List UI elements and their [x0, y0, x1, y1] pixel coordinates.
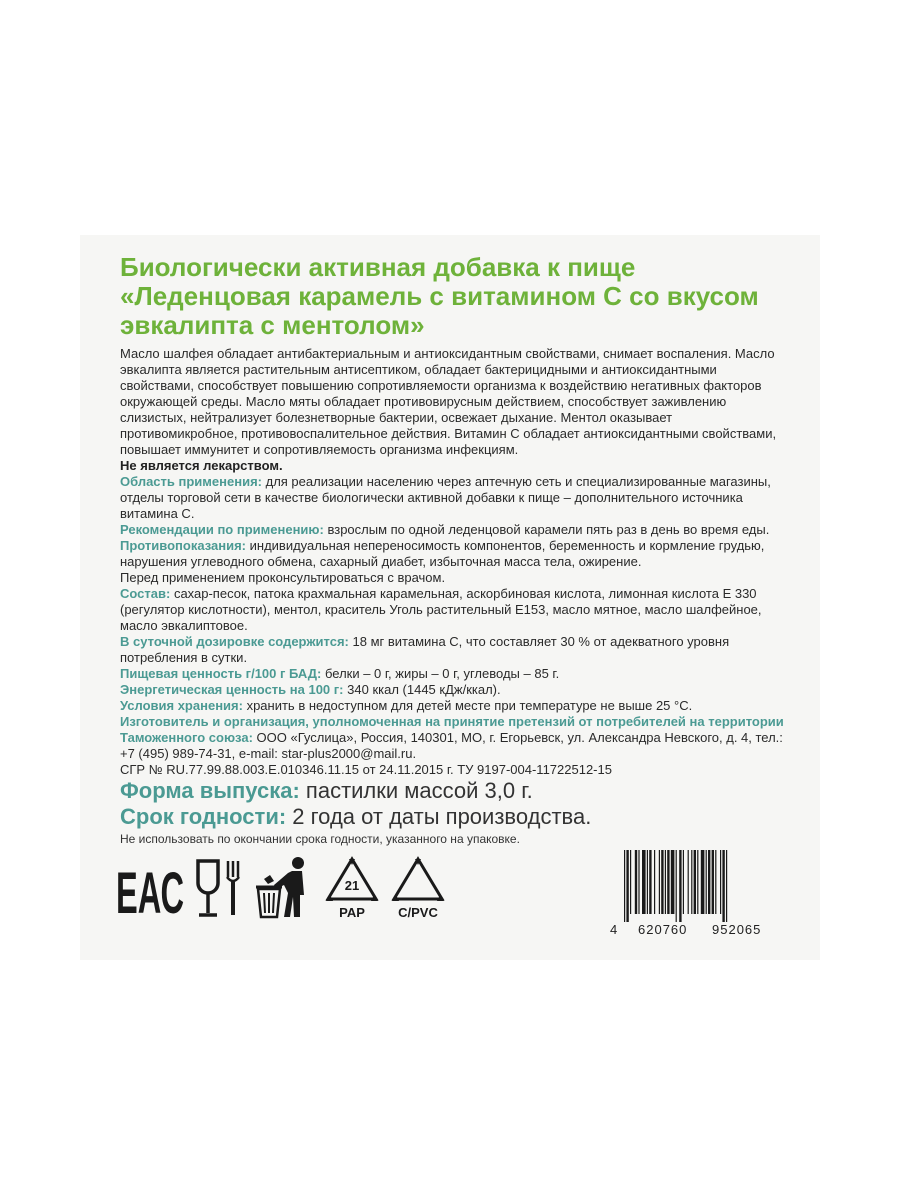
- consult-note: Перед применением проконсультироваться с врачом.: [120, 570, 446, 585]
- barcode-digits-left: 620760: [638, 922, 688, 937]
- recommendations-section: [120, 522, 790, 538]
- shelf-life-label: Срок годности:: [120, 804, 287, 829]
- barcode-bar: [624, 850, 625, 922]
- barcode-bar: [665, 850, 666, 914]
- pap-number: 21: [344, 878, 360, 893]
- storage-section: [120, 698, 790, 714]
- barcode-bar: [683, 850, 684, 914]
- barcode-bar: [638, 850, 639, 914]
- description-text: Масло шалфея обладает антибактериальным и антиоксидантным свойствами, снимает воспаления. Масло эвкалипта является растительным антисептиком, обладает бактерицидными и антиоксидантными свойствами, способствует повышению сопротивляемости организма к воздействию негативных факторов окружающей среды. Масло мяты обладает противовирусным действием, способствует заживлению слизистых, нейтрализует болезнетворные бактерии, освежает дыхание. Ментол оказывает противомикробное, противовоспалительное действия. Витамин С обладает антиоксидантными свойствами, повышает иммунитет и сопротивляемость организма инфекциям.: [120, 346, 777, 457]
- barcode-bar: [726, 850, 727, 922]
- barcode-bar: [671, 850, 675, 914]
- daily-dose-label: В суточной дозировке содержится:: [120, 634, 349, 649]
- nutrition-text: белки – 0 г, жиры – 0 г, углеводы – 85 г.: [324, 666, 560, 681]
- barcode-digits-right: 952065: [712, 922, 762, 937]
- composition-label: Состав:: [120, 586, 171, 601]
- certificate-text: СГР № RU.77.99.88.003.Е.010346.11.15 от 24.11.2015 г. ТУ 9197-004-11722512-15: [120, 762, 612, 777]
- barcode-bar: [715, 850, 716, 914]
- title-line-1: Биологически активная добавка к пище: [120, 252, 636, 282]
- eac-text: ЕАС: [116, 861, 184, 926]
- barcode-bar: [630, 850, 631, 914]
- form-label: Форма выпуска:: [120, 778, 300, 803]
- manufacturer-section: [120, 714, 790, 762]
- barcode-bar: [661, 850, 663, 914]
- barcode-bars: [610, 850, 780, 920]
- application-label: Область применения:: [120, 474, 262, 489]
- recommendations-text: взрослым по одной леденцовой карамели пять раз в день во время еды.: [327, 522, 770, 537]
- daily-dose-section: [120, 634, 790, 666]
- pap-label: PAP: [339, 905, 365, 920]
- barcode-bar: [706, 850, 707, 914]
- barcode-bar: [679, 850, 681, 922]
- barcode-bar: [676, 850, 677, 922]
- tidyman-icon: [254, 855, 314, 921]
- barcode-bar: [642, 850, 646, 914]
- recommendations-label: Рекомендации по применению:: [120, 522, 324, 537]
- pvc-label: C/PVC: [398, 905, 438, 920]
- form-text: пастилки массой 3,0 г.: [305, 778, 533, 803]
- storage-text: хранить в недоступном для детей месте при температуре не выше 25 °С.: [246, 698, 693, 713]
- product-title: [120, 253, 790, 340]
- food-contact-icon: [194, 855, 244, 921]
- shelf-life-section: [120, 804, 790, 830]
- contraindications-section: [120, 538, 790, 570]
- eac-mark-icon: [116, 855, 186, 926]
- energy-section: [120, 682, 790, 698]
- barcode-bar: [635, 850, 637, 914]
- barcode-bar: [712, 850, 714, 914]
- barcode-bar: [697, 850, 698, 914]
- contraindications-label: Противопоказания:: [120, 538, 246, 553]
- composition-text: сахар-песок, патока крахмальная карамельная, аскорбиновая кислота, лимонная кислота Е 330 (регулятор кислотности), ментол, краситель Уголь растительный Е153, масло мятное, масло шалфейное, масло эвкалиптовое.: [120, 586, 762, 633]
- daily-dose-text: 18 мг витамина С, что составляет 30 % от адекватного уровня потребления в сутки.: [120, 634, 730, 665]
- barcode-bar: [691, 850, 692, 914]
- manufacturer-label: Изготовитель и организация, уполномоченная на принятие претензий от потребителей на территории Таможенного союза:: [120, 714, 784, 745]
- label-card: [80, 235, 820, 960]
- application-text: для реализации населению через аптечную сеть и специализированные магазины, отделы торговой сети в качестве биологически активной добавки к пище – дополнительного источника витамина С.: [120, 474, 771, 521]
- composition-section: [120, 586, 790, 634]
- barcode-bar: [694, 850, 696, 914]
- energy-text: 340 ккал (1445 кДж/ккал).: [347, 682, 501, 697]
- barcode-bar: [649, 850, 651, 914]
- barcode-bar: [701, 850, 705, 914]
- recycle-pvc-icon: [388, 855, 448, 921]
- barcode-bar: [722, 850, 724, 922]
- storage-label: Условия хранения:: [120, 698, 243, 713]
- packaging-icons: [116, 855, 536, 925]
- nutrition-section: [120, 666, 790, 682]
- application-section: [120, 474, 790, 522]
- energy-label: Энергетическая ценность на 100 г:: [120, 682, 344, 697]
- barcode-bar: [626, 850, 628, 922]
- label-content: [120, 253, 790, 847]
- recycle-pap-icon: [322, 855, 382, 921]
- barcode-bar: [720, 850, 721, 914]
- barcode-bar: [659, 850, 660, 914]
- title-line-3: эвкалипта с ментолом»: [120, 310, 425, 340]
- contraindications-text: индивидуальная непереносимость компонентов, беременность и кормление грудью, нарушения углеводного обмена, сахарный диабет, избыточная масса тела, ожирение.: [120, 538, 765, 569]
- expiry-note: Не использовать по окончании срока годности, указанного на упаковке.: [120, 832, 520, 846]
- barcode: [610, 850, 780, 935]
- barcode-digit-first: 4: [610, 922, 618, 937]
- barcode-bar: [647, 850, 648, 914]
- title-line-2: «Леденцовая карамель с витамином С со вкусом: [120, 281, 759, 311]
- nutrition-label: Пищевая ценность г/100 г БАД:: [120, 666, 322, 681]
- barcode-bar: [688, 850, 689, 914]
- barcode-bar: [708, 850, 710, 914]
- not-medicine-note: Не является лекарством.: [120, 458, 283, 473]
- shelf-life-text: 2 года от даты производства.: [292, 804, 592, 829]
- manufacturer-text: ООО «Гуслица», Россия, 140301, МО, г. Егорьевск, ул. Александра Невского, д. 4, тел.: +7 (495) 989-74-31, e-mail: star-plus2000@mail.ru.: [120, 730, 783, 761]
- barcode-bar: [667, 850, 669, 914]
- form-section: [120, 778, 790, 804]
- barcode-bar: [654, 850, 655, 914]
